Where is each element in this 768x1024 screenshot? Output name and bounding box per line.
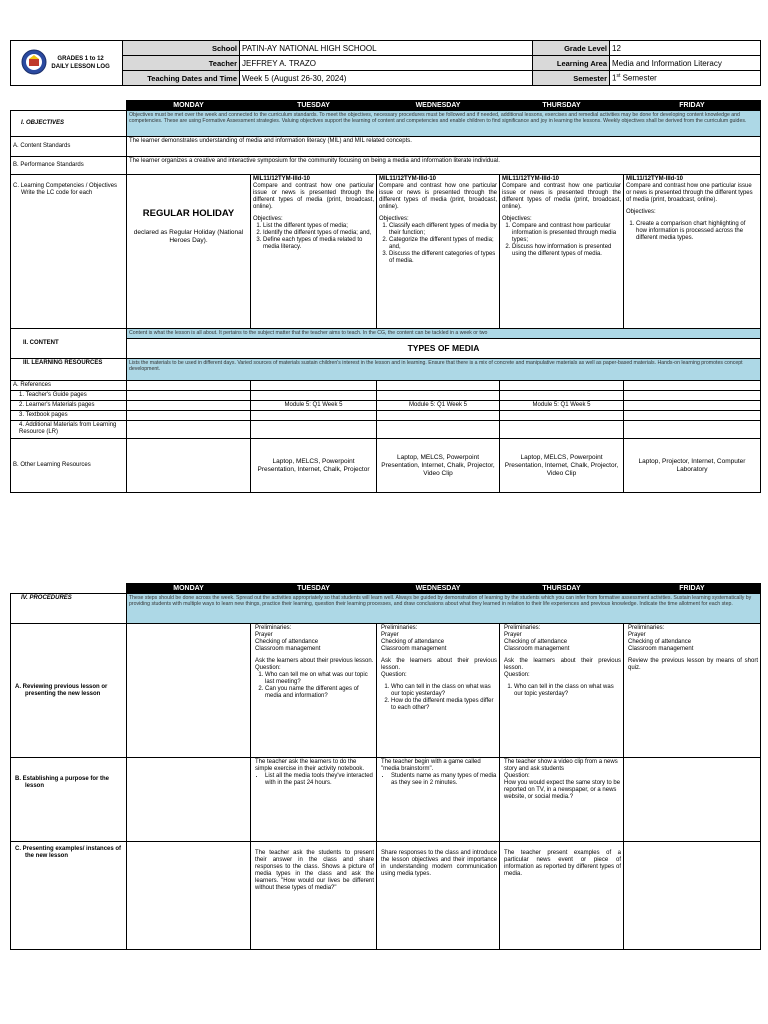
- content-description: Content is what the lesson is all about. It pertains to the subject matter that the teacher aims to teach. In the CG, the content can be tackled in a week or two: [127, 329, 761, 339]
- day-thursday: THURSDAY: [500, 101, 624, 111]
- teaching-dates-label: Teaching Dates and Time: [123, 71, 240, 86]
- competencies-label: C. Learning Competencies / Objectives Write the LC code for each: [11, 175, 127, 329]
- day-friday: FRIDAY: [624, 101, 761, 111]
- holiday-description: declared as Regular Holiday (National Heroes Day).: [133, 229, 244, 244]
- objectives-table: [10, 100, 761, 493]
- other-resources-label: B. Other Learning Resources: [11, 439, 127, 493]
- tuesday-competency: MIL11/12TYM-IIId-10 Compare and contrast how one particular issue or news is presented through the different types of media (print, broadcast, online). Objectives: 1. List the different types of media; 2. Identify the different types of media; and, 3. Define each types of media related to media literacy.: [251, 175, 377, 329]
- content-label: II. CONTENT: [11, 329, 127, 359]
- wednesday-other-resources: Laptop, MELCS, Powerpoint Presentation, Internet, Chalk, Projector, Video Clip: [377, 439, 500, 493]
- wednesday-competency: MIL11/12TYM-IIId-10 Compare and contrast how one particular issue or news is presented through the different types of media (print, broadcast, online). Objectives: 1. Classify each different types of media by their function; 2. Categorize the different types of media; and, 3. Discuss the different categories of types of media.: [377, 175, 500, 329]
- tuesday-other-resources: Laptop, MELCS, Powerpoint Presentation, Internet, Chalk, Projector: [251, 439, 377, 493]
- tuesday-learners-materials: Module 5: Q1 Week 5: [251, 401, 377, 411]
- teachers-guide-label: 1. Teacher's Guide pages: [11, 391, 127, 401]
- day-tuesday: TUESDAY: [251, 101, 377, 111]
- wednesday-reviewing: Preliminaries: Prayer Checking of attendance Classroom management Ask the learners about their previous lesson. Question: 1. Who can tell in the class on what was our topic yesterday? 2. How do the different media types differ to each other?: [377, 624, 500, 758]
- deped-logo: [11, 41, 123, 86]
- content-standards-label: A. Content Standards: [11, 137, 127, 157]
- friday-reviewing: Preliminaries: Prayer Checking of attendance Classroom management Review the previous lesson by means of short quiz.: [624, 624, 761, 758]
- logo-text: GRADES 1 to 12 DAILY LESSON LOG: [51, 56, 110, 70]
- textbook-pages-label: 3. Textbook pages: [11, 411, 127, 421]
- day-header-row-2: [11, 584, 761, 594]
- procedures-label: IV. PROCEDURES: [11, 594, 127, 624]
- thursday-other-resources: Laptop, MELCS, Powerpoint Presentation, Internet, Chalk, Projector, Video Clip: [500, 439, 624, 493]
- wednesday-establishing: The teacher begin with a game called "media brainstorm". • Students name as many types of media as they see in 2 minutes.: [377, 758, 500, 842]
- grade-level-value: 12: [610, 41, 761, 56]
- semester-label: Semester: [533, 71, 610, 86]
- tuesday-presenting: The teacher ask the students to present their answer in the class and share responses to the class. Shows a picture of media types in the class and ask the learners. "How would our lives be different without these types of media?": [251, 842, 377, 950]
- friday-competency: MIL11/12TYM-IIId-10 Compare and contrast how one particular issue or news is presented through the different types of media (print, broadcast, online). Objectives: 1. Create a comparison chart highlighting of how information is processed across the different media types.: [624, 175, 761, 329]
- thursday-presenting: The teacher present examples of a particular news event or piece of information as reported by different types of media.: [500, 842, 624, 950]
- performance-standards-label: B. Performance Standards: [11, 157, 127, 175]
- learning-area-label: Learning Area: [533, 56, 610, 71]
- teacher-label: Teacher: [123, 56, 240, 71]
- reviewing-lesson-label: A. Reviewing previous lesson or presenting the new lesson: [11, 624, 127, 758]
- day-monday-2: MONDAY: [127, 584, 251, 594]
- teaching-dates-value: Week 5 (August 26-30, 2024): [240, 71, 533, 86]
- semester-value: 1st Semester: [610, 71, 761, 86]
- learning-resources-label: III. LEARNING RESOURCES: [11, 359, 127, 381]
- objectives-label: I. OBJECTIVES: [11, 111, 127, 137]
- day-thursday-2: THURSDAY: [500, 584, 624, 594]
- thursday-establishing: The teacher show a video clip from a news story and ask students Question: How you would expect the same story to be reported on TV, in a newspaper, or a news website, or social media.?: [500, 758, 624, 842]
- day-wednesday-2: WEDNESDAY: [377, 584, 500, 594]
- school-value: PATIN-AY NATIONAL HIGH SCHOOL: [240, 41, 533, 56]
- additional-materials-label: 4. Additional Materials from Learning Resource (LR): [11, 421, 127, 439]
- day-tuesday-2: TUESDAY: [251, 584, 377, 594]
- references-label: A. References: [11, 381, 127, 391]
- teacher-value: JEFFREY A. TRAZO: [240, 56, 533, 71]
- wednesday-learners-materials: Module 5: Q1 Week 5: [377, 401, 500, 411]
- deped-seal-icon: [21, 49, 47, 77]
- establishing-purpose-label: B. Establishing a purpose for the lesson: [11, 758, 127, 842]
- tuesday-reviewing: Preliminaries: Prayer Checking of attendance Classroom management Ask the learners about their previous lesson. Question: 1. Who can tell me on what was our topic last meeting? 2. Can you name the different ages of media and information?: [251, 624, 377, 758]
- procedures-description: These steps should be done across the week. Spread out the activities appropriately so that students will learn well. Always be guided by demonstration of learning by the students which you can infer from formative assessment activities. Sustain learning systematically by providing students with multiple ways to learn new things, practice their learning, question their learning processes, and draw conclusions about what they learned in relation to their life experiences and previous knowledge. Indicate the time allotment for each step.: [127, 594, 761, 624]
- objectives-description: Objectives must be met over the week and connected to the curriculum standards. To meet the objectives, necessary procedures must be followed and if needed, additional lessons, exercises and remedial activities may be done for developing content knowledge and competencies. These are using Formative Assessment strategies. Valuing objectives support the learning of content and competencies and enable children to find significance and joy in learning the lessons. Weekly objectives shall be derived from the curriculum guides.: [127, 111, 761, 137]
- day-friday-2: FRIDAY: [624, 584, 761, 594]
- learning-resources-description: Lists the materials to be used in different days. Varied sources of materials sustain children's interest in the lesson and in learning. Ensure that there is a mix of concrete and manipulative materials as well as paper-based materials. Hands-on learning promotes concept development.: [127, 359, 761, 381]
- learning-area-value: Media and Information Literacy: [610, 56, 761, 71]
- learners-materials-label: 2. Learner's Materials pages: [11, 401, 127, 411]
- day-monday: MONDAY: [127, 101, 251, 111]
- content-standards-text: The learner demonstrates understanding of media and information literacy (MIL) and MIL related concepts.: [127, 137, 761, 157]
- thursday-competency: MIL11/12TYM-IIId-10 Compare and contrast how one particular issue or news is presented through the different types of media (print, broadcast, online). Objectives: 1. Compare and contrast how particular information is presented through media types; 2. Discuss how information is presented using the different types of media.: [500, 175, 624, 329]
- wednesday-presenting: Share responses to the class and introduce the lesson objectives and their importance in understanding modern communication using media types.: [377, 842, 500, 950]
- presenting-examples-label: C. Presenting examples/ instances of the new lesson: [11, 842, 127, 950]
- grade-level-label: Grade Level: [533, 41, 610, 56]
- tuesday-establishing: The teacher ask the learners to do the simple exercise in their activity notebook. • List all the media tools they've interacted with in the past 24 hours.: [251, 758, 377, 842]
- procedures-table: [10, 583, 761, 950]
- day-header-row: [11, 101, 761, 111]
- holiday-title: REGULAR HOLIDAY: [142, 208, 235, 219]
- header-table: [10, 40, 761, 86]
- thursday-reviewing: Preliminaries: Prayer Checking of attendance Classroom management Ask the learners about their previous lesson. Question: 1. Who can tell in the class on what was our topic yesterday?: [500, 624, 624, 758]
- monday-holiday-cell: [127, 175, 251, 329]
- performance-standards-text: The learner organizes a creative and interactive symposium for the community focusing on being a media and information literate individual.: [127, 157, 761, 175]
- thursday-learners-materials: Module 5: Q1 Week 5: [500, 401, 624, 411]
- content-title: TYPES OF MEDIA: [127, 339, 761, 359]
- day-wednesday: WEDNESDAY: [377, 101, 500, 111]
- friday-other-resources: Laptop, Projector, Internet, Computer Laboratory: [624, 439, 761, 493]
- school-label: School: [123, 41, 240, 56]
